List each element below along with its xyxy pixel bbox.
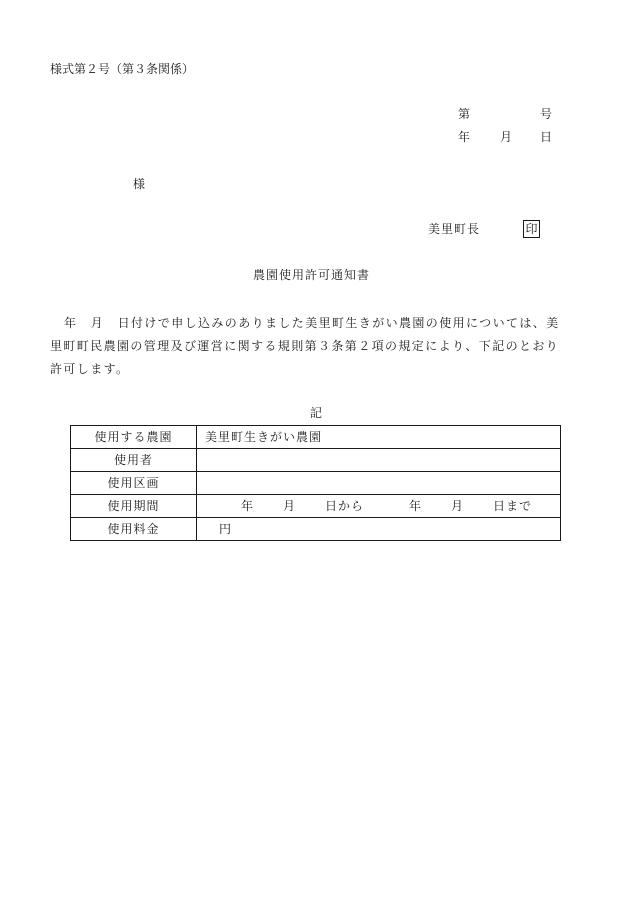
- row-value-farm: 美里町生きがい農園: [197, 426, 561, 449]
- document-number-prefix: 第: [458, 107, 471, 121]
- period-start-month-label: 月: [283, 499, 297, 513]
- date-year-label: 年: [458, 130, 471, 144]
- row-value-fee: 円: [197, 518, 561, 541]
- period-end-year-label: 年: [409, 499, 423, 513]
- body-text-line-2: 里町町民農園の管理及び運営に関する規則第３条第２項の規定により、下記のとおり: [50, 339, 560, 353]
- table-row: [71, 495, 561, 518]
- document-title: 農園使用許可通知書: [253, 268, 371, 282]
- body-text-line-3: 許可します。: [50, 362, 130, 376]
- ki-heading: 記: [310, 406, 323, 420]
- table-row: [71, 449, 561, 472]
- period-start-year-label: 年: [241, 499, 255, 513]
- row-value-plot: [197, 472, 561, 495]
- row-label-user: 使用者: [71, 449, 197, 472]
- date-day-label: 日: [540, 130, 553, 144]
- issuer-title: 美里町長: [428, 222, 481, 236]
- period-end-day-label: 日まで: [493, 499, 533, 513]
- row-label-fee: 使用料金: [71, 518, 197, 541]
- addressee-honorific: 様: [133, 177, 146, 191]
- row-label-farm: 使用する農園: [71, 426, 197, 449]
- table-row: [71, 472, 561, 495]
- row-value-user: [197, 449, 561, 472]
- period-start-day-label: 日から: [325, 499, 365, 513]
- form-number: 様式第２号（第３条関係）: [50, 62, 195, 76]
- row-label-period: 使用期間: [71, 495, 197, 518]
- document-number-suffix: 号: [540, 107, 553, 121]
- table-row: [71, 426, 561, 449]
- body-text-line-1: 年 月 日付けで申し込みのありました美里町生きがい農園の使用については、美: [64, 316, 560, 330]
- row-label-plot: 使用区画: [71, 472, 197, 495]
- seal-stamp-box: 印: [523, 220, 540, 238]
- detail-table: [70, 425, 561, 541]
- row-value-period: [197, 495, 561, 518]
- date-month-label: 月: [500, 130, 513, 144]
- table-row: [71, 518, 561, 541]
- period-end-month-label: 月: [451, 499, 465, 513]
